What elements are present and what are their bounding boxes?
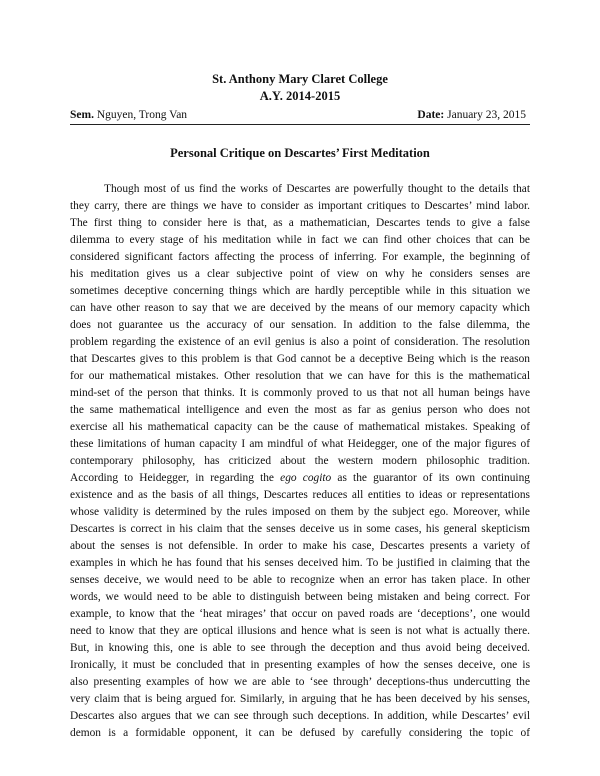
body-line: whose validity is determined by the rules imposed on them by the subject ego. Moreover, while [70,506,530,518]
date-info [417,108,526,122]
body-line: exercise all his mathematical capacity can be the cause of mathematical mistakes. Speaking of [70,421,530,433]
sem-label: Sem. [70,109,94,121]
institution-name: St. Anthony Mary Claret College [212,72,388,86]
body-line: his meditation gives us a clear subjective point of view on why he considers senses are [70,268,530,280]
body-line: for our mathematical mistakes. Other resolution that we can have for this is the mathematical [70,370,530,382]
body-line: very claim that is being argued for. Similarly, in arguing that he has been deceived by his senses, [70,693,530,705]
body-line: need to know that they are optical illusions and hence what is seen is not what is actually there. [70,625,530,637]
body-line: does not guarantee us the accuracy of our sensation. In addition to the false dilemma, the [70,319,530,331]
body-line: dilemma to every stage of his meditation while in fact we can find other choices that can be [70,234,530,246]
date-value: January 23, 2015 [444,109,526,121]
body-line: But, in knowing this, one is able to see through the deception and thus avoid being deceived. [70,642,530,654]
body-paragraph [70,181,530,742]
body-line: the same mathematical intelligence and even the most as far as genius person who does not [70,404,530,416]
body-line: Though most of us find the works of Descartes are powerfully thought to the details that [104,183,530,195]
meta-row [70,108,526,122]
student-info [70,108,187,122]
body-line: considered significant factors affecting the process of inferring. For example, the beginning of [70,251,530,263]
body-line: examples in which he has found that his senses deceived him. To be justified in claiming that the [70,557,530,569]
body-line: Ironically, it must be concluded that in presenting examples of how the senses deceive, one is [70,659,530,671]
body-line-part: as the guarantor of its own continuing [331,472,530,484]
body-line: existence and as the basis of all things, Descartes reduces all entities to ideas or representations [70,489,530,501]
date-label: Date: [417,109,445,121]
body-line: Descartes is correct in his claim that the senses deceive us in some cases, his general skepticism [70,523,530,535]
body-line: these limitations of human capacity I am mindful of what Heidegger, one of the major figures of [70,438,530,450]
body-line: they carry, there are things we have to consider as important critiques to Descartes’ mind labor. [70,200,530,212]
document-title: Personal Critique on Descartes’ First Meditation [170,146,430,160]
header-divider [70,124,530,125]
body-line: can have other reason to say that we are deceived by the means of our memory capacity which [70,302,530,314]
body-line: Descartes also argues that we can see through such deceptions. In addition, while Descartes’ evil [70,710,530,722]
body-line: senses deceive, we would need to be able to recognize when an error has taken place. In other [70,574,530,586]
body-line: problem regarding the existence of an evil genius is also a point of consideration. The resolution [70,336,530,348]
body-line: contemporary philosophy, has criticized about the western modern philosophic tradition. [70,455,530,467]
body-line-part: According to Heidegger, in regarding the [70,472,274,484]
body-line: example, to know that the ‘heat mirages’ that occur on paved roads are ‘deceptions’, one would [70,608,530,620]
body-line: demon is a formidable opponent, it can be defused by carefully considering the topic of [70,727,530,739]
body-line: words, we would need to be able to distinguish between being mistaken and being correct. For [70,591,530,603]
body-line: sometimes deceptive concerning things which are hardly perceptible while in this situation we [70,285,530,297]
body-line: that Descartes gives to this problem is that God cannot be a deceptive Being which is the reason [70,353,530,365]
academic-year: A.Y. 2014-2015 [259,89,341,103]
body-line: about the senses is not defensible. In order to make his case, Descartes presents a variety of [70,540,530,552]
body-line: The first thing to consider here is that, as a mathematician, Descartes tends to give a false [70,217,530,229]
body-line-with-italic [70,470,530,487]
body-line: mind-set of the person that thinks. It is commonly proved to us that not all human beings have [70,387,530,399]
italic-phrase: ego cogito [280,472,332,484]
student-name: Nguyen, Trong Van [93,109,188,121]
body-line: also presenting examples of how we are able to ‘see through’ deceptions-thus undercutting the [70,676,530,688]
